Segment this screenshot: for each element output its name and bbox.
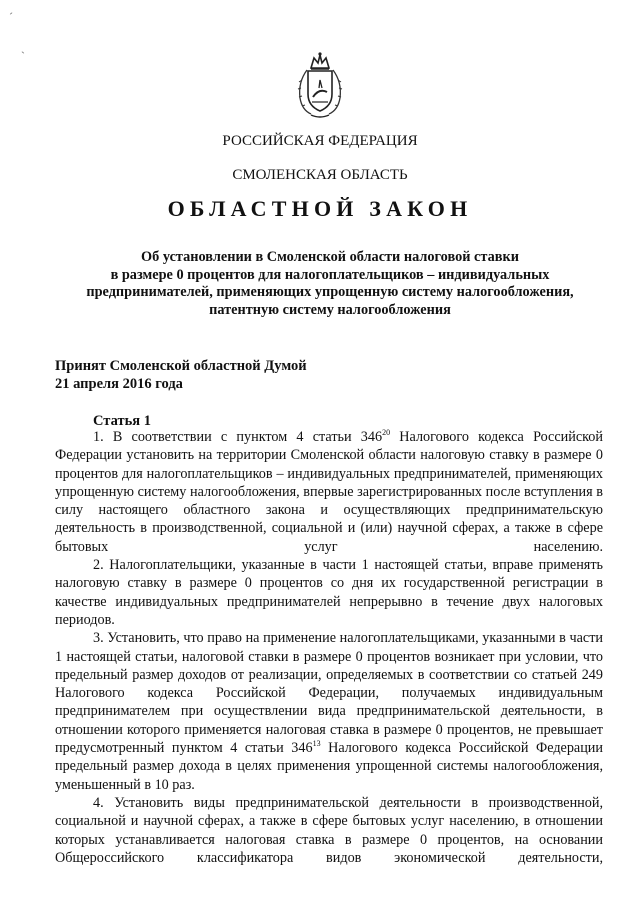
law-subject-line: патентную систему налогообложения <box>209 301 451 318</box>
scan-mark: ˏ <box>21 40 25 54</box>
article-title: Статья 1 <box>93 413 151 429</box>
country-name: РОССИЙСКАЯ ФЕДЕРАЦИЯ <box>222 133 418 149</box>
law-subject-line: в размере 0 процентов для налогоплательщиков – индивидуальных <box>110 266 550 283</box>
law-subject <box>60 249 600 319</box>
paragraph-3: 3. Установить, что право на применение налогоплательщиками, указанными в части 1 настоящей статьи, налоговой ставки в размере 0 процентов возникает при условии, что предельный размер доходов от реализации, определяемых в соответствии со статьей 249 Налогового кодекса Российской Федерации, получаемых индивидуальным предпринимателем при осуществлении вида предпринимательской деятельности, в отношении которого применяется налоговая ставка в размере 0 процентов, не превышает предусмотренный пунктом 4 статьи $346^{13}$ Налогового кодекса Российской Федерации предельный размер дохода в целях применения упрощенной системы налогообложения, уменьшенный в 10 раз. <box>55 630 603 793</box>
region-name: СМОЛЕНСКАЯ ОБЛАСТЬ <box>232 167 408 183</box>
paragraph-2: 2. Налогоплательщики, указанные в части 1 настоящей статьи, вправе применять налоговую ставку в размере 0 процентов со дня их государственной регистрации в качестве индивидуальных предпринимателей непрерывно в течение двух налоговых периодов. <box>55 557 603 628</box>
paragraph-1: 1. В соответствии с пунктом 4 статьи $346^{20}$ Налогового кодекса Российской Федерации установить на территории Смоленской области налоговую ставку в размере 0 процентов для налогоплательщиков – индивидуальных предпринимателей, применяющих упрощенную систему налогообложения, впервые зарегистрированных после вступления в силу настоящего областного закона и осуществляющих предпринимательскую деятельность в производственной, социальной и (или) научной сферах, а также в сфере бытовых услуг населению. <box>55 428 603 555</box>
adoption-info <box>55 357 307 393</box>
law-subject-line: предпринимателей, применяющих упрощенную систему налогообложения, <box>86 284 574 300</box>
paragraph-4: 4. Установить виды предпринимательской деятельности в производственной, социальной и научной сферах, а также в сфере бытовых услуг населению, в отношении которых устанавливается налоговая ставка в размере 0 процентов, на основании Общероссийского классификатора видов экономической деятельности, <box>55 794 603 866</box>
coat-of-arms-emblem <box>294 50 346 120</box>
scan-mark: ˊ <box>9 10 13 24</box>
adopted-by: Принят Смоленской областной Думой <box>55 358 307 374</box>
adoption-date: 21 апреля 2016 года <box>55 376 183 392</box>
law-subject-line: Об установлении в Смоленской области налоговой ставки <box>141 249 519 265</box>
article-body <box>55 428 603 867</box>
law-title: ОБЛАСТНОЙ ЗАКОН <box>167 196 473 221</box>
